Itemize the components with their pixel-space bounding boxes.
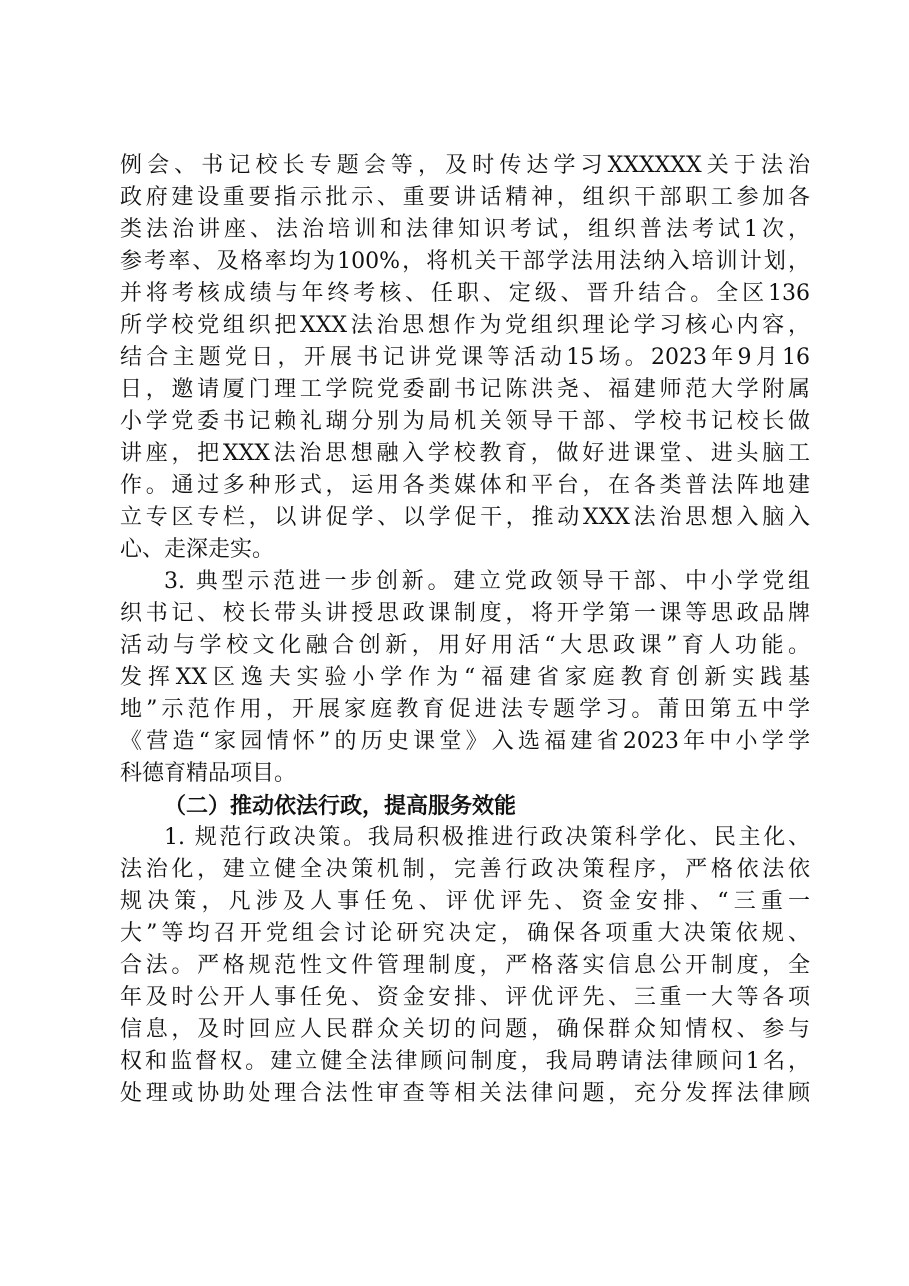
text-line: 处理或协助处理合法性审查等相关法律问题，充分发挥法律顾	[120, 1081, 810, 1106]
text-line: 类法治讲座、法治培训和法律知识考试，组织普法考试1次，	[120, 217, 810, 242]
text-line: 结合主题党日，开展书记讲党课等活动15场。2023年9月16	[120, 345, 810, 370]
text-line: 心、走深走实。	[120, 537, 275, 562]
text-line: 织书记、校长带头讲授思政课制度，将开学第一课等思政品牌	[120, 601, 810, 626]
text-line: 小学党委书记赖礼瑚分别为局机关领导干部、学校书记校长做	[120, 409, 810, 434]
section-heading: （二）推动依法行政，提高服务效能	[164, 793, 517, 819]
text-line: 合法。严格规范性文件管理制度，严格落实信息公开制度，全	[120, 953, 810, 978]
text-line: 日，邀请厦门理工学院党委副书记陈洪尧、福建师范大学附属	[120, 377, 810, 402]
text-line: 发挥XX区逸夫实验小学作为“福建省家庭教育创新实践基	[120, 665, 810, 690]
text-line: 《营造“家园情怀”的历史课堂》入选福建省2023年中小学学	[120, 729, 810, 754]
text-line: 参考率、及格率均为100%，将机关干部学法用法纳入培训计划，	[120, 249, 810, 274]
text-line: 科德育精品项目。	[120, 761, 297, 786]
text-line: 法治化，建立健全决策机制，完善行政决策程序，严格依法依	[120, 857, 810, 882]
text-line: 所学校党组织把XXX法治思想作为党组织理论学习核心内容，	[120, 313, 810, 338]
text-line: 大”等均召开党组会讨论研究决定，确保各项重大决策依规、	[120, 921, 810, 946]
text-line: 立专区专栏，以讲促学、以学促干，推动XXX法治思想入脑入	[120, 505, 810, 530]
text-line: 年及时公开人事任免、资金安排、评优评先、三重一大等各项	[120, 985, 810, 1010]
text-line: 例会、书记校长专题会等，及时传达学习XXXXXX关于法治	[120, 153, 810, 178]
text-line: 地”示范作用，开展家庭教育促进法专题学习。莆田第五中学	[120, 697, 810, 722]
text-line: 作。通过多种形式，运用各类媒体和平台，在各类普法阵地建	[120, 473, 810, 498]
text-line: 信息，及时回应人民群众关切的问题，确保群众知情权、参与	[120, 1017, 810, 1042]
text-line: 3. 典型示范进一步创新。建立党政领导干部、中小学党组	[164, 569, 810, 594]
text-line: 活动与学校文化融合创新，用好用活“大思政课”育人功能。	[120, 633, 810, 658]
text-line: 并将考核成绩与年终考核、任职、定级、晋升结合。全区136	[120, 281, 810, 306]
document-body	[120, 150, 810, 1110]
text-line: 权和监督权。建立健全法律顾问制度，我局聘请法律顾问1名，	[120, 1049, 810, 1074]
text-line: 规决策，凡涉及人事任免、评优评先、资金安排、“三重一	[120, 889, 810, 914]
text-line: 讲座，把XXX法治思想融入学校教育，做好进课堂、进头脑工	[120, 441, 810, 466]
text-line: 政府建设重要指示批示、重要讲话精神，组织干部职工参加各	[120, 185, 810, 210]
text-line: 1. 规范行政决策。我局积极推进行政决策科学化、民主化、	[164, 825, 810, 850]
